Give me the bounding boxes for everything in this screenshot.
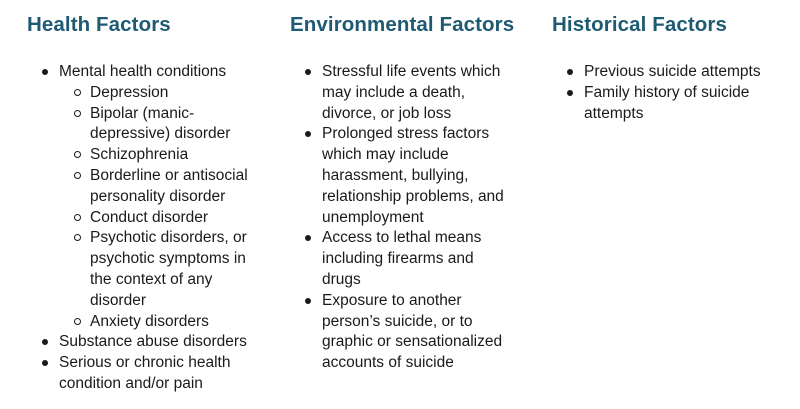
list-item: Serious or chronic health condition and/or pain <box>59 353 272 395</box>
historical-factors-column <box>552 10 792 124</box>
health-factors-column <box>27 10 272 395</box>
health-factors-list <box>27 62 272 395</box>
list-item: Stressful life events which may include a death, divorce, or job loss <box>322 62 530 124</box>
historical-factors-list <box>552 62 792 124</box>
list-item: Prolonged stress factors which may include harassment, bullying, relationship problems, and unemployment <box>322 124 530 228</box>
sub-list-item: Bipolar (manic- depressive) disorder <box>90 104 272 146</box>
list-item: Exposure to another person’s suicide, or to graphic or sensationalized accounts of suicide <box>322 291 530 374</box>
list-item-text: Mental health conditions <box>59 63 227 80</box>
health-factors-heading: Health Factors <box>27 13 171 36</box>
sub-list-item: Psychotic disorders, or psychotic symptoms in the context of any disorder <box>90 228 272 311</box>
list-item: Access to lethal means including firearms and drugs <box>322 228 530 290</box>
environmental-factors-list <box>290 62 530 374</box>
sub-list-item: Schizophrenia <box>90 145 272 166</box>
list-item: Substance abuse disorders <box>59 332 272 353</box>
list-item: Previous suicide attempts <box>584 62 792 83</box>
list-item <box>59 62 272 332</box>
environmental-factors-heading: Environmental Factors <box>290 13 515 36</box>
sub-list-item: Borderline or antisocial personality disorder <box>90 166 272 208</box>
list-item: Family history of suicide attempts <box>584 83 792 125</box>
mental-health-conditions-sublist <box>59 83 272 333</box>
sub-list-item: Anxiety disorders <box>90 312 272 333</box>
environmental-factors-column <box>290 10 530 374</box>
sub-list-item: Depression <box>90 83 272 104</box>
sub-list-item: Conduct disorder <box>90 208 272 229</box>
historical-factors-heading: Historical Factors <box>552 13 727 36</box>
